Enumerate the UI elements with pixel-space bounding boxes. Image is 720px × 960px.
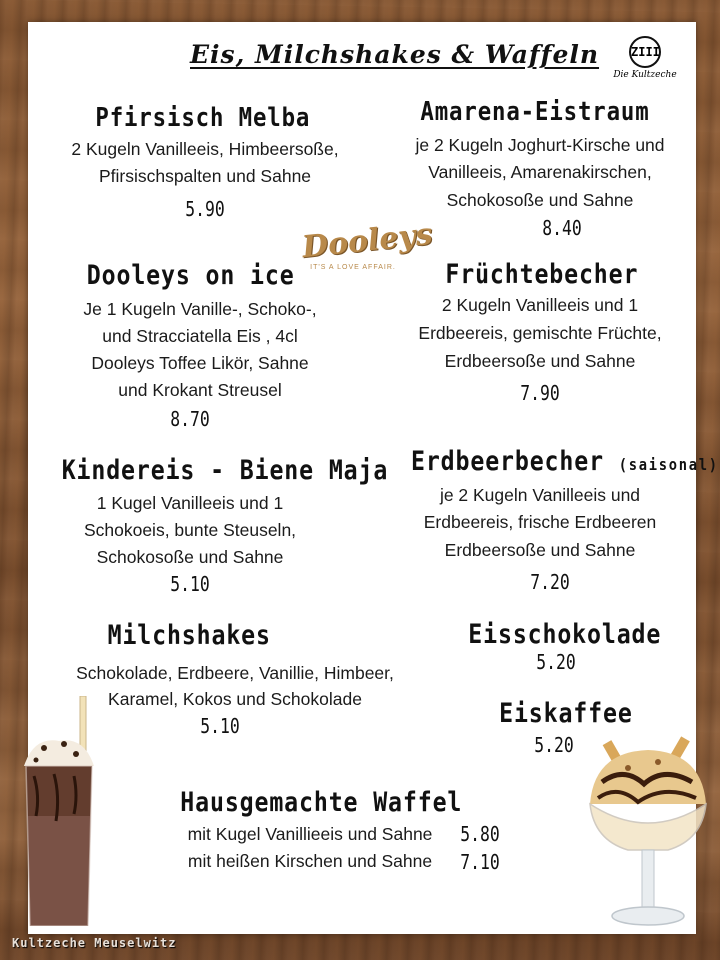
waffel-option-2-desc: mit heißen Kirschen und Sahne xyxy=(187,851,433,871)
item-desc-pfirsisch-1: 2 Kugeln Vanilleeis, Himbeersoße, xyxy=(71,139,339,159)
item-desc-dooleys-2: und Stracciatella Eis , 4cl xyxy=(102,326,298,346)
menu-title: Eis, Milchshakes & Waffeln xyxy=(190,40,600,69)
item-name-dooleys: Dooleys on ice xyxy=(86,260,295,291)
item-desc-dooleys-3: Dooleys Toffee Likör, Sahne xyxy=(91,353,309,373)
item-name-eisschokolade: Eisschokolade xyxy=(468,619,662,650)
kultzeche-logo xyxy=(612,36,678,86)
item-desc-milchshakes-1: Schokolade, Erdbeere, Vanillie, Himbeer, xyxy=(76,663,394,683)
item-name-milchshakes: Milchshakes xyxy=(107,620,271,651)
item-desc-erdbeer-3: Erdbeersoße und Sahne xyxy=(444,540,636,560)
item-name-erdbeer xyxy=(411,446,719,477)
item-name-fruechte: Früchtebecher xyxy=(445,259,639,290)
item-desc-kindereis-1: 1 Kugel Vanilleeis und 1 xyxy=(96,493,284,513)
item-desc-kindereis-3: Schokosoße und Sahne xyxy=(96,547,284,567)
item-price-eiskaffee: 5.20 xyxy=(534,733,574,757)
item-name-pfirsisch: Pfirsisch Melba xyxy=(95,103,311,133)
item-name-eiskaffee: Eiskaffee xyxy=(499,698,633,729)
sundae-image xyxy=(584,722,712,932)
footer-text: Kultzeche Meuselwitz xyxy=(12,936,177,950)
item-desc-kindereis-2: Schokoeis, bunte Steuseln, xyxy=(83,520,297,540)
item-name-waffel: Hausgemachte Waffel xyxy=(180,787,463,818)
item-desc-fruechte-3: Erdbeersoße und Sahne xyxy=(444,351,636,371)
item-price-fruechte: 7.90 xyxy=(520,381,560,405)
item-desc-erdbeer-1: je 2 Kugeln Vanilleeis und xyxy=(439,485,641,505)
dooleys-slogan: IT'S A LOVE AFFAIR. xyxy=(310,264,396,271)
item-desc-dooleys-1: Je 1 Kugeln Vanille-, Schoko-, xyxy=(83,299,317,319)
item-price-eisschokolade: 5.20 xyxy=(536,650,576,674)
item-desc-erdbeer-2: Erdbeereis, frische Erdbeeren xyxy=(423,512,657,532)
item-price-kindereis: 5.10 xyxy=(170,572,210,596)
item-desc-fruechte-2: Erdbeereis, gemischte Früchte, xyxy=(418,323,662,343)
waffel-option-1-desc: mit Kugel Vanillieeis und Sahne xyxy=(187,824,433,844)
waffel-option-2-price: 7.10 xyxy=(460,850,500,874)
item-desc-pfirsisch-2: Pfirsischspalten und Sahne xyxy=(98,166,312,186)
milkshake-image xyxy=(14,696,114,926)
item-desc-dooleys-4: und Krokant Streusel xyxy=(118,380,282,400)
waffel-option-1-price: 5.80 xyxy=(460,822,500,846)
item-price-erdbeer: 7.20 xyxy=(530,570,570,594)
item-desc-milchshakes-2: Karamel, Kokos und Schokolade xyxy=(108,689,362,709)
item-desc-amarena-2: Vanilleeis, Amarenakirschen, xyxy=(428,162,652,182)
dooleys-name: Dooleys xyxy=(300,216,435,266)
item-price-dooleys: 8.70 xyxy=(170,407,210,431)
item-price-pfirsisch: 5.90 xyxy=(185,197,225,221)
item-desc-fruechte-1: 2 Kugeln Vanilleeis und 1 xyxy=(441,295,639,315)
item-desc-amarena-3: Schokosoße und Sahne xyxy=(446,190,634,210)
logo-mark: ZIII xyxy=(629,36,661,68)
item-name-amarena: Amarena-Eistraum xyxy=(420,97,650,127)
item-name-erdbeer-label: Erdbeerbecher xyxy=(411,446,604,477)
item-price-amarena: 8.40 xyxy=(542,216,582,240)
item-price-milchshakes: 5.10 xyxy=(200,714,240,738)
logo-tagline: Die Kultzeche xyxy=(613,70,677,80)
dooleys-logo xyxy=(300,216,435,282)
item-desc-amarena-1: je 2 Kugeln Joghurt-Kirsche und xyxy=(415,135,665,155)
item-name-kindereis: Kindereis - Biene Maja xyxy=(61,455,389,486)
item-note-erdbeer: (saisonal) xyxy=(618,455,719,474)
